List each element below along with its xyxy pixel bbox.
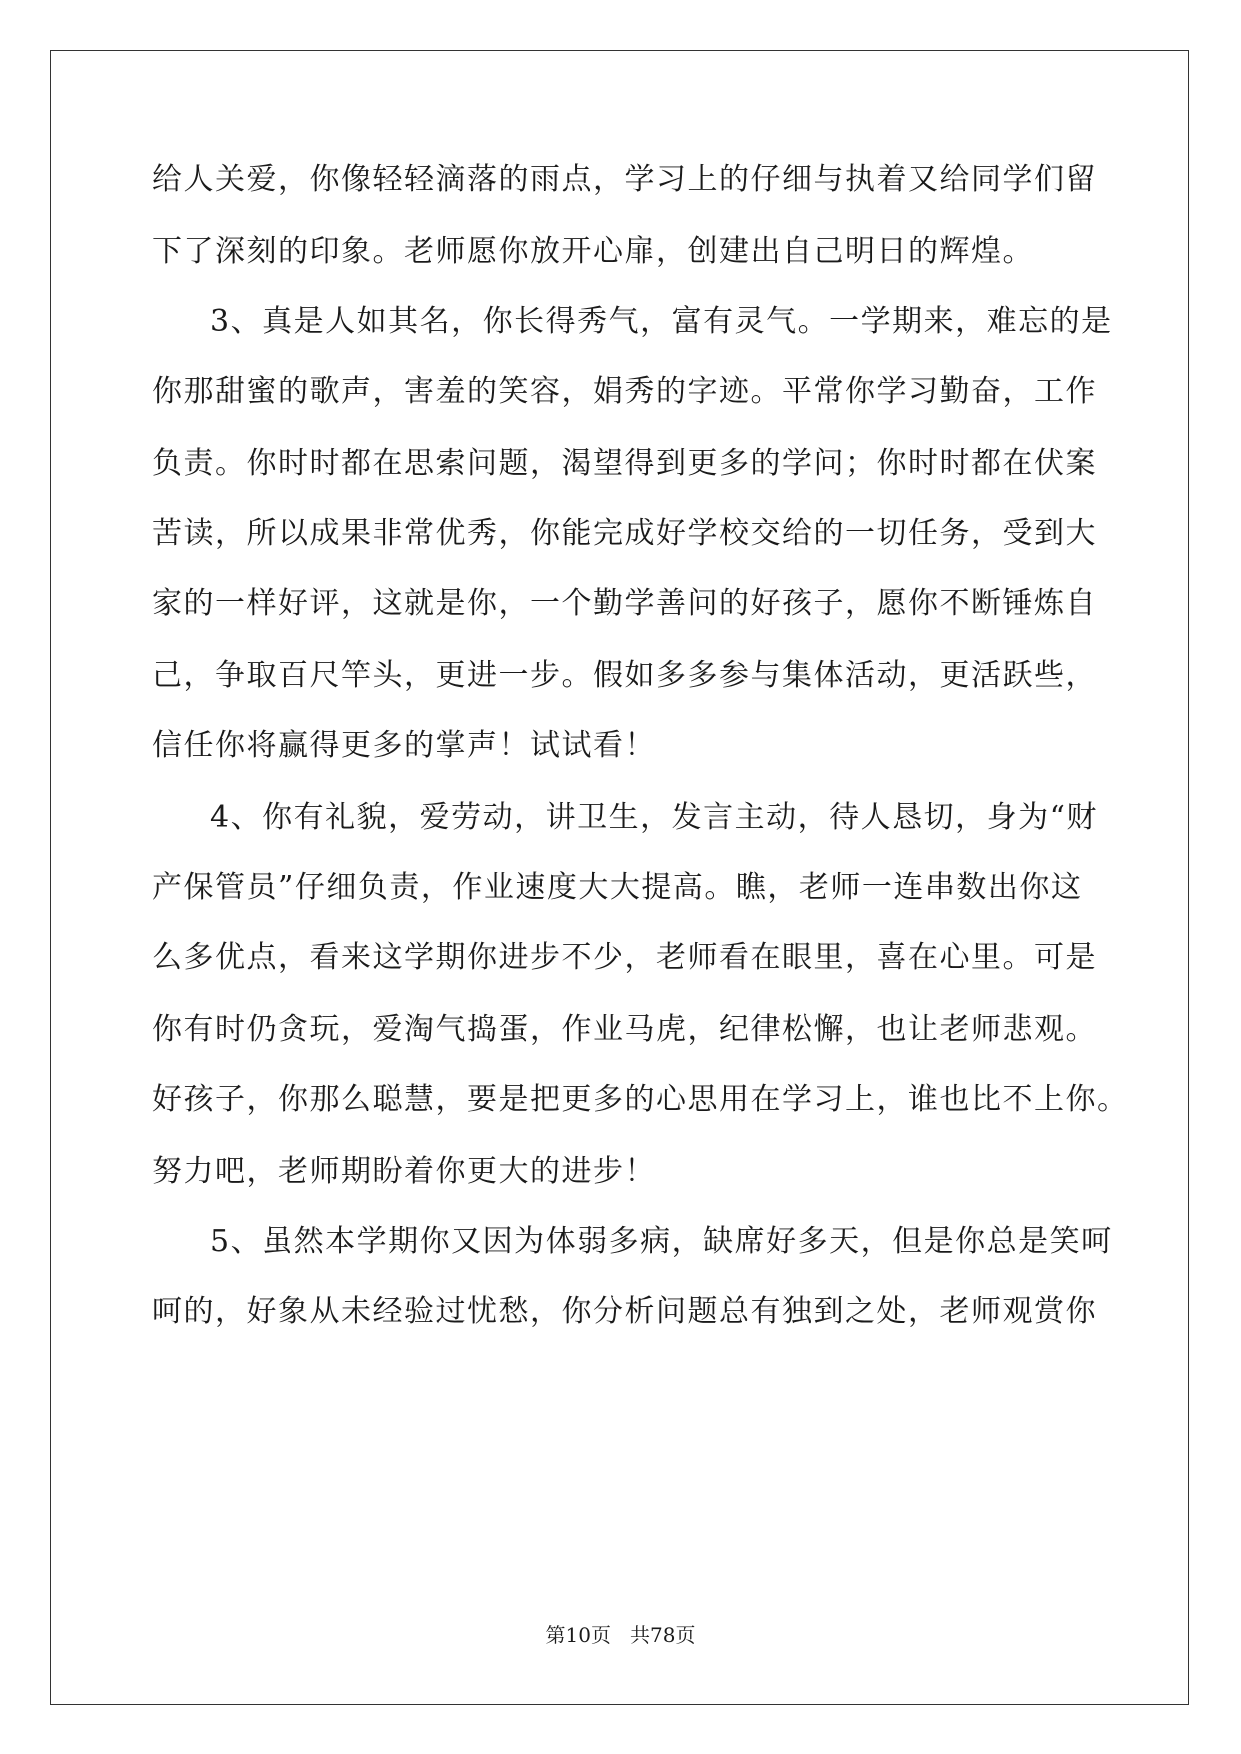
text-line: 信任你将赢得更多的掌声！试试看！ (152, 728, 656, 763)
text-line: 呵的，好象从未经验过忧愁，你分析问题总有独到之处，老师观赏你 (152, 1294, 1097, 1329)
text-line: 家的一样好评，这就是你，一个勤学善问的好孩子，愿你不断锤炼自 (152, 586, 1097, 621)
text-line: 你那甜蜜的歌声，害羞的笑容，娟秀的字迹。平常你学习勤奋，工作 (152, 374, 1097, 409)
text-line: 负责。你时时都在思索问题，渴望得到更多的学问；你时时都在伏案 (152, 446, 1097, 481)
text-line: 好孩子，你那么聪慧，要是把更多的心思用在学习上，谁也比不上你。 (152, 1082, 1129, 1117)
text-line: 产保管员”仔细负责，作业速度大大提高。瞧，老师一连串数出你这 (152, 870, 1083, 905)
text-line: 下了深刻的印象。老师愿你放开心扉，创建出自己明日的辉煌。 (152, 234, 1034, 269)
text-line: 你有时仍贪玩，爱淘气捣蛋，作业马虎，纪律松懈，也让老师悲观。 (152, 1012, 1097, 1047)
text-line: 努力吧，老师期盼着你更大的进步！ (152, 1154, 656, 1189)
paragraph-start-line: 4、你有礼貌，爱劳动，讲卫生，发言主动，待人恳切，身为“财 (210, 800, 1098, 835)
text-line: 苦读，所以成果非常优秀，你能完成好学校交给的一切任务，受到大 (152, 516, 1097, 551)
text-line: 给人关爱，你像轻轻滴落的雨点，学习上的仔细与执着又给同学们留 (152, 162, 1097, 197)
paragraph-start-line: 3、真是人如其名，你长得秀气，富有灵气。一学期来，难忘的是 (210, 304, 1113, 339)
text-line: 己，争取百尺竿头，更进一步。假如多多参与集体活动，更活跃些， (152, 658, 1097, 693)
page-number-footer: 第10页 共78页 (545, 1623, 696, 1647)
paragraph-start-line: 5、虽然本学期你又因为体弱多病，缺席好多天，但是你总是笑呵 (210, 1224, 1113, 1259)
text-line: 么多优点，看来这学期你进步不少，老师看在眼里，喜在心里。可是 (152, 940, 1097, 975)
